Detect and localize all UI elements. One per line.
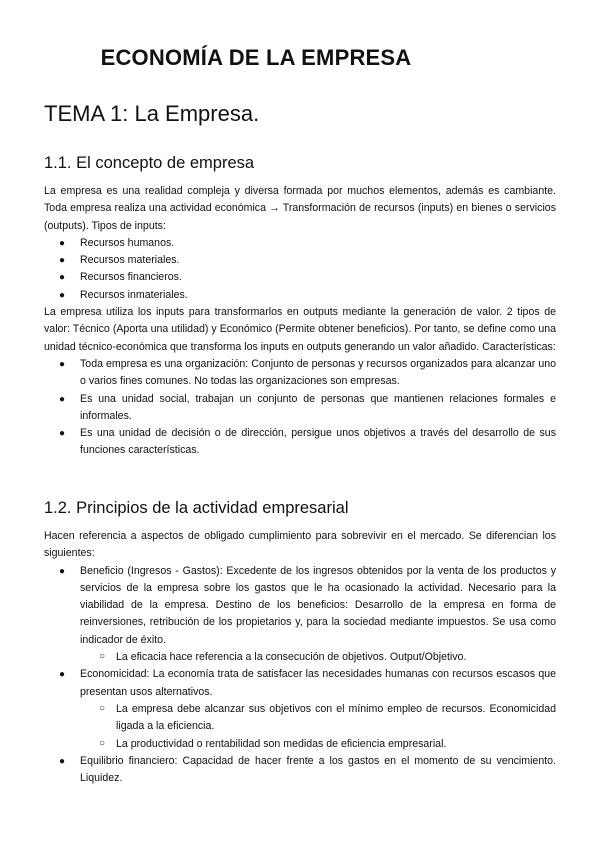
list-item-text: Economicidad: La economía trata de satisfacer las necesidades humanas con recursos escasos que presentan usos alternativos. (80, 668, 556, 698)
features-list (44, 356, 556, 460)
sub-list-item-text: La productividad o rentabilidad son medidas de eficiencia empresarial. (116, 737, 447, 750)
bullet-icon: ● (59, 289, 66, 301)
section-1-body (44, 183, 556, 460)
sub-list (80, 649, 556, 666)
bullet-icon: ● (59, 565, 66, 577)
list-item (44, 563, 556, 667)
list-item-text: Recursos inmateriales. (80, 288, 188, 301)
list-item-text: Recursos humanos. (80, 236, 175, 249)
bullet-icon: ● (59, 393, 66, 405)
list-item (44, 391, 556, 426)
doc-title: ECONOMÍA DE LA EMPRESA (100, 45, 412, 70)
list-item (44, 252, 556, 269)
circle-bullet-icon: ○ (99, 651, 106, 663)
list-item-text: Beneficio (Ingresos - Gastos): Excedente de los ingresos obtenidos por la venta de los productos y servicios de la empresa sobre los gastos que le ha ocasionado la actividad. Necesario para la viabilidad de la empresa. Destino de los beneficios: Desarrollo de la empresa en forma de reinversiones, retribución de los propietarios y, para la sociedad mediante impuestos. Se usa como indicador de éxito. (80, 564, 556, 646)
inputs-list (44, 235, 556, 304)
list-item-text: Recursos financieros. (80, 271, 182, 284)
list-item (44, 666, 556, 752)
bullet-icon: ● (59, 358, 66, 370)
list-item (44, 753, 556, 788)
list-item (44, 269, 556, 286)
paragraph: La empresa es una realidad compleja y diversa formada por muchos elementos, además es cambiante. Toda empresa realiza una actividad económica → Transformación de recursos (inputs) en bienes o servicios (outputs). Tipos de inputs: (44, 185, 556, 232)
circle-bullet-icon: ○ (99, 702, 106, 714)
paragraph: Hacen referencia a aspectos de obligado cumplimiento para sobrevivir en el mercado. Se diferencian los siguientes: (44, 530, 556, 560)
list-item (44, 287, 556, 304)
list-item (44, 235, 556, 252)
circle-bullet-icon: ○ (99, 737, 106, 749)
section-heading-2: 1.2. Principios de la actividad empresarial (44, 499, 349, 517)
sub-list-item (80, 701, 556, 736)
bullet-icon: ● (59, 255, 66, 267)
paragraph: La empresa utiliza los inputs para transformarlos en outputs mediante la generación de valor. 2 tipos de valor: Técnico (Aporta una utilidad) y Económico (Permite obtener beneficios). Por tanto, se define como una unidad técnico-económica que transforma los inputs en outputs generando un valor añadido. Características: (44, 306, 556, 353)
bullet-icon: ● (59, 755, 66, 767)
list-item-text: Toda empresa es una organización: Conjunto de personas y recursos organizados para alcanzar uno o varios fines comunes. No todas las organizaciones son empresas. (80, 357, 556, 388)
list-item-text: Equilibrio financiero: Capacidad de hacer frente a los gastos en el momento de su vencimiento. Liquidez. (80, 754, 556, 785)
section-2-body (44, 528, 556, 787)
bullet-icon: ● (59, 272, 66, 284)
sub-list-item-text: La empresa debe alcanzar sus objetivos con el mínimo empleo de recursos. Economicidad ligada a la eficiencia. (116, 702, 556, 733)
sub-list-item (80, 736, 556, 753)
sub-list-item (80, 649, 556, 666)
list-item-text: Recursos materiales. (80, 254, 180, 267)
bullet-icon: ● (59, 669, 66, 681)
sub-list (80, 701, 556, 753)
list-item-text: Es una unidad de decisión o de dirección, persigue unos objetivos a través del desarrollo de sus funciones características. (80, 427, 556, 457)
bullet-icon: ● (59, 237, 66, 249)
list-item-text: Es una unidad social, trabajan un conjunto de personas que mantienen relaciones formales e informales. (80, 392, 556, 422)
bullet-icon: ● (59, 428, 66, 440)
tema-title: TEMA 1: La Empresa. (44, 101, 260, 126)
section-heading-1: 1.1. El concepto de empresa (44, 154, 255, 172)
list-item (44, 356, 556, 391)
list-item (44, 425, 556, 460)
sub-list-item-text: La eficacia hace referencia a la consecución de objetivos. Output/Objetivo. (116, 651, 467, 664)
principles-list (44, 563, 556, 788)
